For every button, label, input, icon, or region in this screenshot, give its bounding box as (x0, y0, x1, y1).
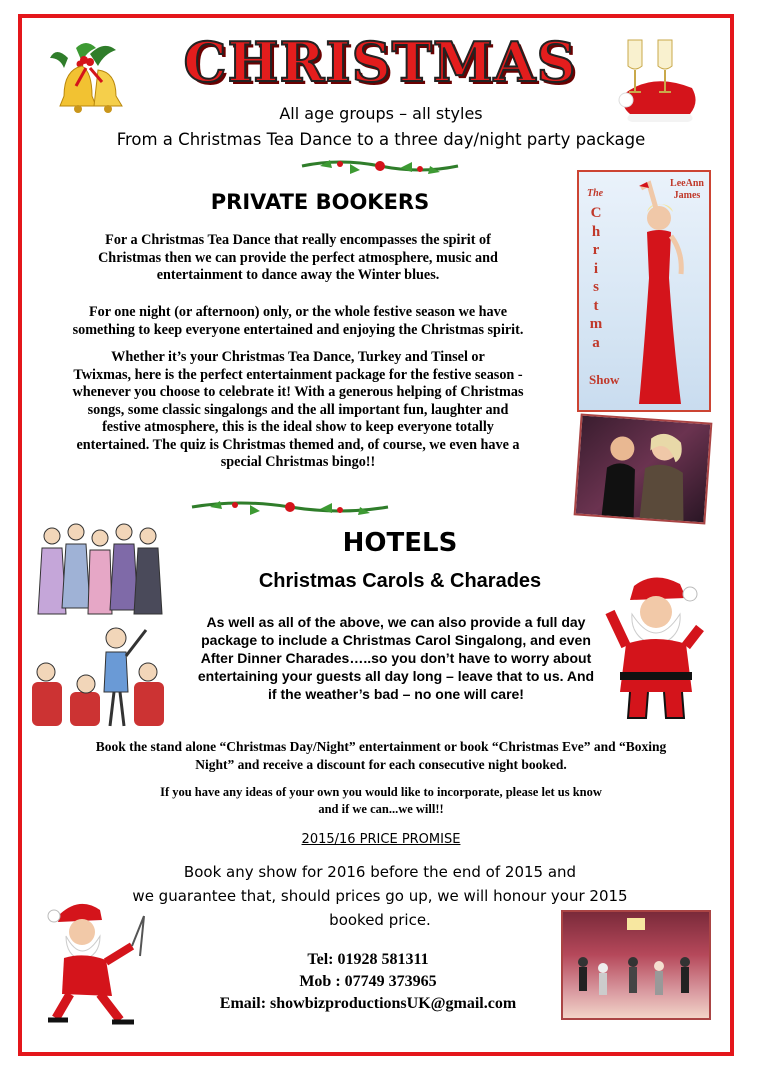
text-line: entertainment to dance away the Winter blues. (156, 267, 440, 283)
text-line: Night” and receive a discount for each consecutive night booked. (195, 756, 567, 772)
text-line: festive atmosphere, this is the ideal show to keep everyone totally (102, 419, 494, 435)
poster-vertical-title (589, 204, 603, 352)
text-line: For one night (or afternoon) only, or the whole festive season we have (88, 304, 508, 320)
text-line: songs, some classic singalongs and the all important fun, laughter and (87, 401, 509, 418)
text-line: If you have any ideas of your own you would like to incorporate, please let us know (160, 785, 602, 799)
text-line: booked price. (329, 911, 431, 929)
text-line: Whether it’s your Christmas Tea Dance, Turkey and Tinsel or (111, 349, 485, 365)
dance-hall-photo (561, 910, 711, 1020)
price-promise-heading: 2015/16 PRICE PROMISE (301, 832, 461, 847)
santa-dancing-icon (40, 896, 152, 1026)
private-paragraph-1 (28, 232, 568, 285)
text-line: Book the stand alone “Christmas Day/Night” entertainment or book “Christmas Eve” and “Boxing (95, 739, 667, 754)
booking-paragraph (30, 738, 732, 773)
text-line: For a Christmas Tea Dance that really encompasses the spirit of (105, 232, 491, 248)
text-line: After Dinner Charades…..so you don’t have to worry about (200, 650, 592, 666)
poster-letter: t (593, 297, 599, 314)
poster-letter: s (593, 279, 599, 295)
private-bookers-heading: PRIVATE BOOKERS (210, 190, 430, 214)
page-title: CHRISTMAS (183, 30, 577, 94)
couple-figures-icon (576, 416, 711, 523)
text-line: entertaining your guests all day long – leave that to us. And (197, 668, 595, 684)
text-line: if the weather’s bad – no one will care! (268, 686, 524, 702)
poster-letter: m (589, 316, 603, 332)
subtitle: All age groups – all styles (279, 104, 483, 123)
poster-the-text: The (587, 188, 604, 199)
text-line: Christmas then we can provide the perfect atmosphere, music and (98, 249, 498, 266)
holly-garland-icon (300, 156, 460, 176)
poster-letter: h (591, 223, 601, 240)
text-line: and if we can...we will!! (318, 802, 444, 816)
text-line: Twixmas, here is the perfect entertainment package for the festive season - (73, 366, 523, 383)
hotels-heading: HOTELS (342, 528, 458, 558)
contact-mobile: Mob : 07749 373965 (299, 973, 437, 990)
dancers-figures-icon (563, 912, 709, 1018)
poster-show-text: Show (589, 372, 620, 387)
poster-letter: a (592, 334, 600, 351)
poster-letter: C (590, 205, 602, 221)
text-line: Book any show for 2016 before the end of 2015 and (183, 863, 577, 881)
private-paragraph-2 (28, 304, 568, 339)
carol-singers-icon (36, 520, 166, 616)
text-line: we guarantee that, should prices go up, we will honour your 2015 (132, 887, 628, 905)
text-line: special Christmas bingo!! (220, 454, 376, 470)
christmas-show-poster (577, 170, 711, 412)
poster-name-last: James (673, 190, 701, 201)
text-line: entertained. The quiz is Christmas themed and, of course, we even have a (76, 436, 520, 453)
poster-letter: i (593, 260, 599, 277)
text-line: whenever you choose to celebrate it! With a generous helping of Christmas (72, 384, 524, 400)
text-line: As well as all of the above, we can also provide a full day (206, 614, 586, 630)
contact-block (198, 949, 538, 1015)
contact-email[interactable]: Email: showbizproductionsUK@gmail.com (219, 995, 517, 1012)
singer-figure-icon (619, 178, 699, 408)
private-paragraph-3 (28, 349, 568, 472)
tagline: From a Christmas Tea Dance to a three day/night party package (116, 130, 646, 149)
hotels-paragraph (166, 613, 626, 703)
text-line: package to include a Christmas Carol Singalong, and even (201, 632, 591, 648)
holly-garland-icon (190, 497, 390, 517)
text-line: something to keep everyone entertained and enjoying the Christmas spirit. (72, 321, 524, 338)
poster-name-first: LeeAnn (670, 178, 704, 189)
ideas-paragraph (30, 784, 732, 818)
hotels-subheading: Christmas Carols & Charades (258, 570, 542, 592)
couple-photo (574, 414, 713, 525)
contact-phone: Tel: 01928 581311 (307, 951, 429, 968)
poster-letter: r (592, 242, 600, 258)
charades-people-icon (30, 622, 168, 730)
